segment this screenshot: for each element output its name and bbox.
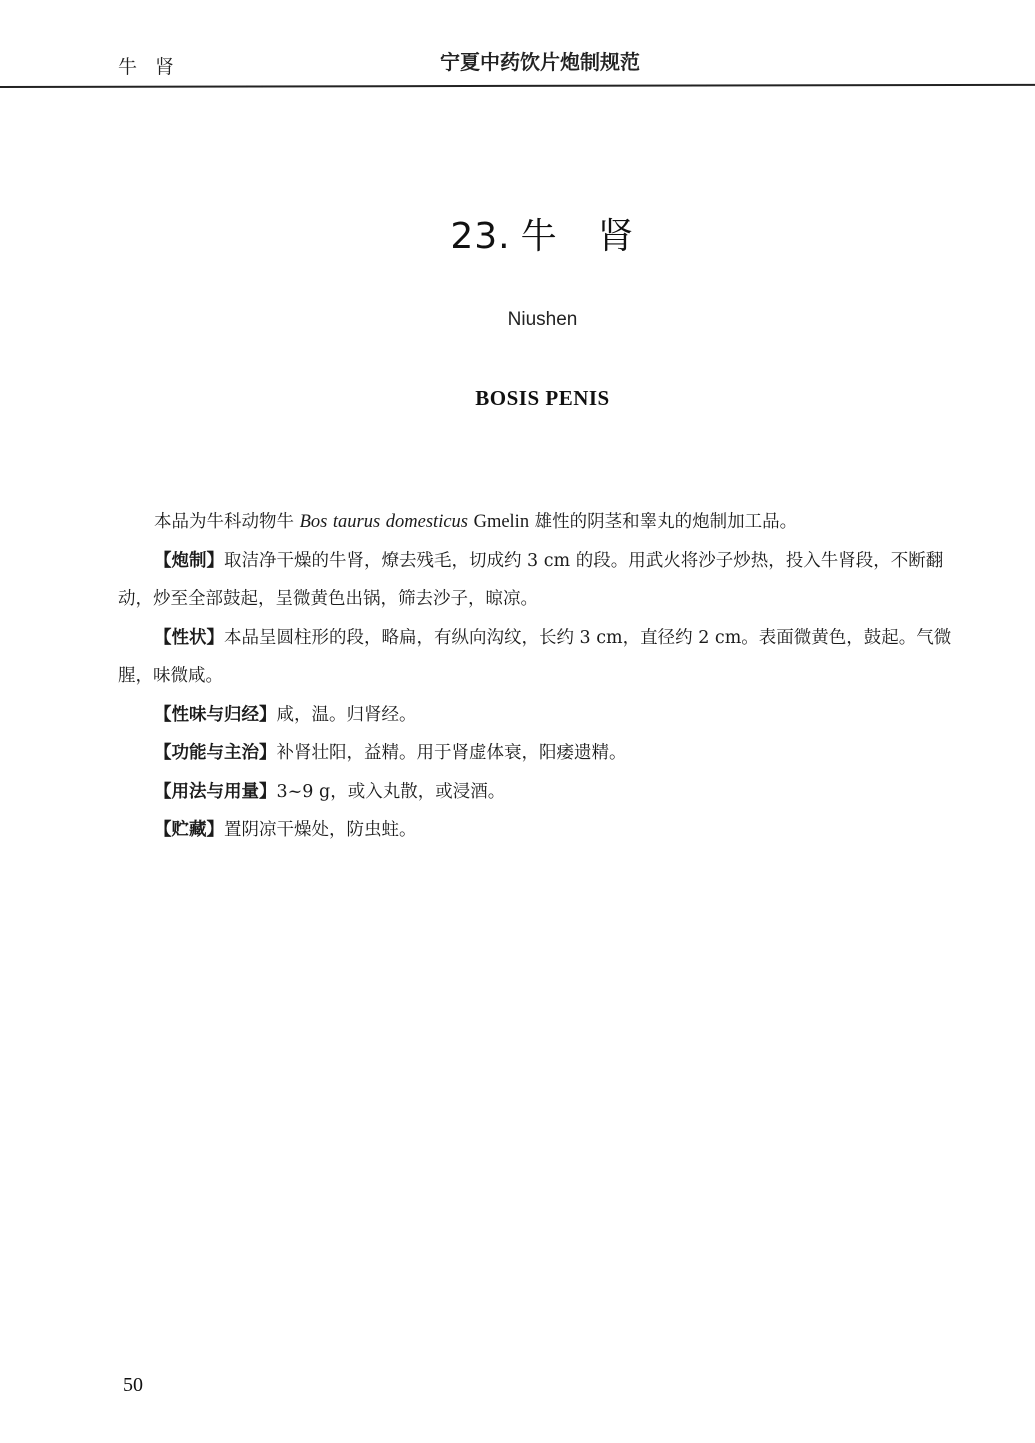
running-header-title: 宁夏中药饮片炮制规范 bbox=[440, 50, 640, 74]
entry-number: 23. bbox=[450, 216, 511, 257]
section-label-usage: 【用法与用量】 bbox=[154, 781, 277, 802]
section-text-processing: 取洁净干燥的牛肾，燎去残毛，切成约 3 cm 的段。用武火将沙子炒热，投入牛肾段，不断翻动，炒至全部鼓起，呈微黄色出锅，筛去沙子，晾凉。 bbox=[118, 550, 944, 609]
section-label-storage: 【贮藏】 bbox=[154, 820, 224, 840]
section-processing bbox=[118, 542, 968, 619]
section-text-description: 本品呈圆柱形的段，略扁，有纵向沟纹，长约 3 cm，直径约 2 cm。表面微黄色，鼓起。气微腥，味微咸。 bbox=[118, 627, 952, 686]
intro-paragraph bbox=[118, 503, 968, 542]
section-function bbox=[118, 734, 968, 773]
section-usage bbox=[118, 773, 968, 812]
entry-name-char-2: 肾 bbox=[597, 216, 635, 257]
section-label-description: 【性状】 bbox=[154, 627, 224, 648]
section-text-nature: 咸，温。归肾经。 bbox=[276, 704, 417, 725]
species-genus: Bos bbox=[299, 512, 328, 532]
monograph-body bbox=[118, 503, 968, 850]
section-text-storage: 置阴凉干燥处，防虫蛀。 bbox=[224, 820, 417, 840]
entry-latin-name: BOSIS PENIS bbox=[475, 386, 610, 410]
section-label-nature: 【性味与归经】 bbox=[154, 704, 277, 725]
entry-name-char-1: 牛 bbox=[520, 216, 558, 257]
section-label-processing: 【炮制】 bbox=[154, 550, 224, 571]
section-storage bbox=[118, 811, 968, 850]
section-nature bbox=[118, 696, 968, 735]
section-text-usage: 3~9 g，或入丸散，或浸酒。 bbox=[276, 781, 506, 802]
entry-title bbox=[450, 216, 634, 257]
section-text-function: 补肾壮阳，益精。用于肾虚体衰，阳痿遗精。 bbox=[276, 743, 627, 763]
section-label-function: 【功能与主治】 bbox=[154, 743, 277, 763]
species-subspecies: domesticus bbox=[385, 512, 468, 532]
entry-pinyin: Niushen bbox=[507, 309, 578, 330]
section-description bbox=[118, 619, 968, 696]
species-author: Gmelin bbox=[473, 512, 530, 532]
intro-text-2: 雄性的阴茎和睾丸的炮制加工品。 bbox=[534, 512, 798, 532]
page-number: 50 bbox=[123, 1374, 143, 1396]
entry-title-block bbox=[0, 208, 1035, 259]
intro-text-1: 本品为牛科动物牛 bbox=[154, 512, 294, 532]
species-epithet: taurus bbox=[332, 512, 381, 532]
header-rule bbox=[0, 84, 1035, 88]
running-header-left: 牛 肾 bbox=[118, 56, 181, 78]
